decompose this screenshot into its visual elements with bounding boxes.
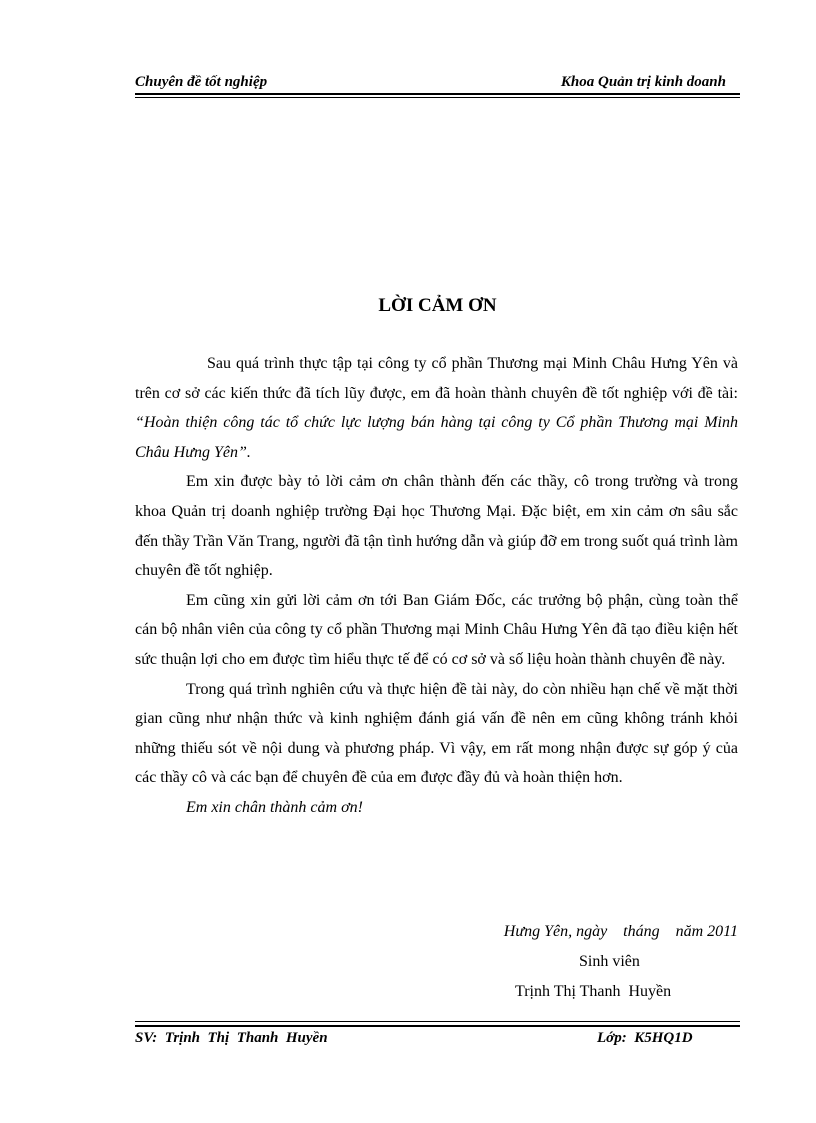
signature-name: Trịnh Thị Thanh Huyền xyxy=(515,983,672,1000)
page-title: LỜI CẢM ƠN xyxy=(378,295,497,316)
paragraph-2: Em xin được bày tỏ lời cảm ơn chân thành đến các thầy, cô trong trường và trong khoa Quản trị doanh nghiệp trường Đại học Thương Mại. Đặc biệt, em xin cảm ơn sâu sắc đến thầy Trần Văn Trang, người đã tận tình hướng dẫn và giúp đỡ em trong suốt quá trình làm chuyên đề tốt nghiệp. xyxy=(135,473,738,580)
paragraph-1-text: Sau quá trình thực tập tại công ty cổ phần Thương mại Minh Châu Hưng Yên và trên cơ sở các kiến thức đã tích lũy được, em đã hoàn thành chuyên đề tốt nghiệp với đề tài: xyxy=(135,355,738,402)
page-footer xyxy=(135,1028,740,1048)
paragraph-3: Em cũng xin gửi lời cảm ơn tới Ban Giám Đốc, các trưởng bộ phận, cùng toàn thể cán bộ nhân viên của công ty cổ phần Thương mại Minh Châu Hưng Yên đã tạo điều kiện hết sức thuận lợi cho em được tìm hiểu thực tế để có cơ sở và số liệu hoàn thành chuyên đề này. xyxy=(135,591,738,668)
signature-date: Hưng Yên, ngày tháng năm 2011 xyxy=(503,923,738,940)
header-left-text: Chuyên đề tốt nghiệp xyxy=(135,74,268,90)
paragraph-1 xyxy=(135,349,738,467)
thesis-topic: “Hoàn thiện công tác tổ chức lực lượng bán hàng tại công ty Cổ phần Thương mại Minh Châu Hưng Yên”. xyxy=(135,414,738,461)
page-header xyxy=(135,72,740,92)
paragraph-4: Trong quá trình nghiên cứu và thực hiện đề tài này, do còn nhiều hạn chế về mặt thời gian cũng như nhận thức và kinh nghiệm đánh giá vấn đề nên em cũng không tránh khỏi những thiếu sót về nội dung và phương pháp. Vì vậy, em rất mong nhận được sự góp ý của các thầy cô và các bạn để chuyên đề của em được đầy đủ và hoàn thiện hơn. xyxy=(135,680,738,787)
header-right-text: Khoa Quản trị kinh doanh xyxy=(560,74,726,90)
footer-rule-thin xyxy=(135,1021,740,1022)
signature-role: Sinh viên xyxy=(579,953,640,970)
footer-rule-thick xyxy=(135,1025,740,1027)
footer-student-name: SV: Trịnh Thị Thanh Huyền xyxy=(135,1030,328,1046)
closing-thanks: Em xin chân thành cảm ơn! xyxy=(186,798,363,816)
header-rule-thick xyxy=(135,93,740,95)
header-rule-thin xyxy=(135,97,740,98)
acknowledgement-body xyxy=(135,349,738,823)
footer-class: Lớp: K5HQ1D xyxy=(597,1030,693,1046)
